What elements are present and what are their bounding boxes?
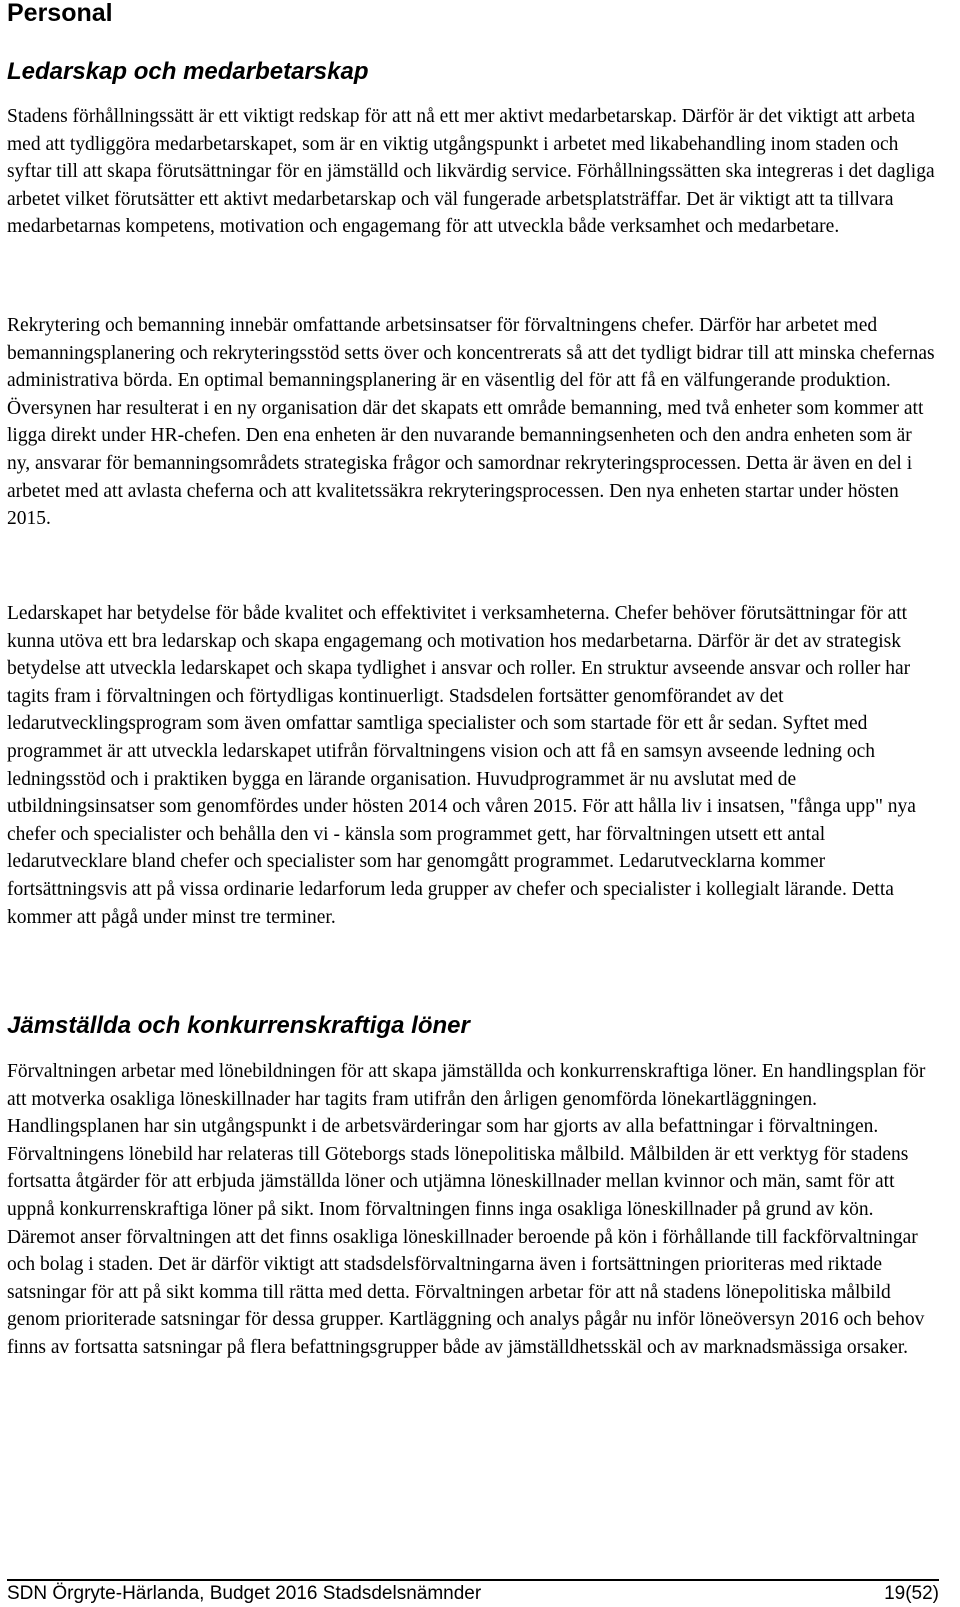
page-heading: Personal [7, 0, 113, 27]
paragraph: Ledarskapet har betydelse för både kvalitet och effektivitet i verksamheterna. Chefer behöver förutsättningar för att kunna utöva ett bra ledarskap och skapa engagemang och motivation hos medarbetarna. Därför är det av strategisk betydelse att utveckla ledarskapet och skapa tydlighet i ansvar och roller. En struktur avseende ansvar och roller har tagits fram i förvaltningen och förtydligas kontinuerligt. Stadsdelen fortsätter genomförandet av det ledarutvecklingsprogram som även omfattar samtliga specialister och som startade för ett år sedan. Syftet med programmet är att utveckla ledarskapet utifrån förvaltningens vision och att få en samsyn avseende ledning och ledningsstöd och i praktiken bygga en lärande organisation. Huvudprogrammet är nu avslutat med de utbildningsinsatser som genomfördes under hösten 2014 och våren 2015. För att hålla liv i insatsen, "fånga upp" nya chefer och specialister och behålla den vi - känsla som programmet gett, har förvaltningen utsett ett antal ledarutvecklare bland chefer och specialister som har genomgått programmet. Ledarutvecklarna kommer fortsättningsvis att på vissa ordinarie ledarforum leda grupper av chefer och specialister i kollegialt lärande. Detta kommer att pågå under minst tre terminer. [7, 603, 916, 928]
paragraph: Förvaltningen arbetar med lönebildningen för att skapa jämställda och konkurrenskraftiga löner. En handlingsplan för att motverka osakliga löneskillnader har tagits fram utifrån den årligen genomförda lönekartläggningen. Handlingsplanen har sin utgångspunkt i de arbetsvärderingar som har gjorts av alla befattningar i förvaltningen. Förvaltningens lönebild har relateras till Göteborgs stads lönepolitiska målbild. Målbilden är ett verktyg för stadens fortsatta åtgärder för att erbjuda jämställda löner och utjämna löneskillnader mellan kvinnor och män, samt för att uppnå konkurrenskraftiga löner på sikt. Inom förvaltningen finns inga osakliga löneskillnader på grund av kön. Däremot anser förvaltningen att det finns osakliga löneskillnader beroende på kön i förhållande till fackförvaltningar och bolag i staden. Det är därför viktigt att stadsdelsförvaltningarna även i fortsättningen prioriteras med riktade satsningar för att på sikt komma till rätta med detta. Förvaltningen arbetar för att nå stadens lönepolitiska målbild genom prioriterade satsningar för dessa grupper. Kartläggning och analys pågår nu inför löneöversyn 2016 och behov finns av fortsatta satsningar på flera befattningsgrupper både av jämställdhetsskäl och av marknadsmässiga orsaker. [7, 1061, 926, 1358]
section-title-ledarskap: Ledarskap och medarbetarskap [7, 58, 369, 85]
footer-divider [7, 1579, 939, 1581]
paragraph: Stadens förhållningssätt är ett viktigt redskap för att nå ett mer aktivt medarbetarskap. Därför är det viktigt att arbeta med att tydliggöra medarbetarskapet, som är en viktig utgångspunkt i arbetet med likabehandling inom staden och syftar till att skapa förutsättningar för en jämställd och likvärdig service. Förhållningssätten ska integreras i det dagliga arbetet vilket förutsätter ett aktivt medarbetarskap och väl fungerade arbetsplatsträffar. Det är viktigt att ta tillvara medarbetarnas kompetens, motivation och engagemang för att utveckla både verksamhet och medarbetare. [7, 106, 935, 238]
section-title-loner: Jämställda och konkurrenskraftiga löner [7, 1012, 470, 1039]
footer-document-title: SDN Örgryte-Härlanda, Budget 2016 Stadsdelsnämnder [7, 1583, 482, 1604]
page-footer [7, 1583, 939, 1605]
paragraph: Rekrytering och bemanning innebär omfattande arbetsinsatser för förvaltningens chefer. Därför har arbetet med bemanningsplanering och rekryteringsstöd setts över och koncentrerats så att det tydligt bidrar till att minska chefernas administrativa börda. En optimal bemanningsplanering är en väsentlig del för att få en välfungerande produktion. Översynen har resulterat i en ny organisation där det skapats ett område bemanning, med två enheter som kommer att ligga direkt under HR-chefen. Den ena enheten är den nuvarande bemanningsenheten och den andra enheten som är ny, ansvarar för bemanningsområdets strategiska frågor och samordnar rekryteringsprocessen. Detta är även en del i arbetet med att avlasta cheferna och att kvalitetssäkra rekryteringsprocessen. Den nya enheten startar under hösten 2015. [7, 315, 935, 530]
footer-page-number: 19(52) [884, 1583, 939, 1604]
